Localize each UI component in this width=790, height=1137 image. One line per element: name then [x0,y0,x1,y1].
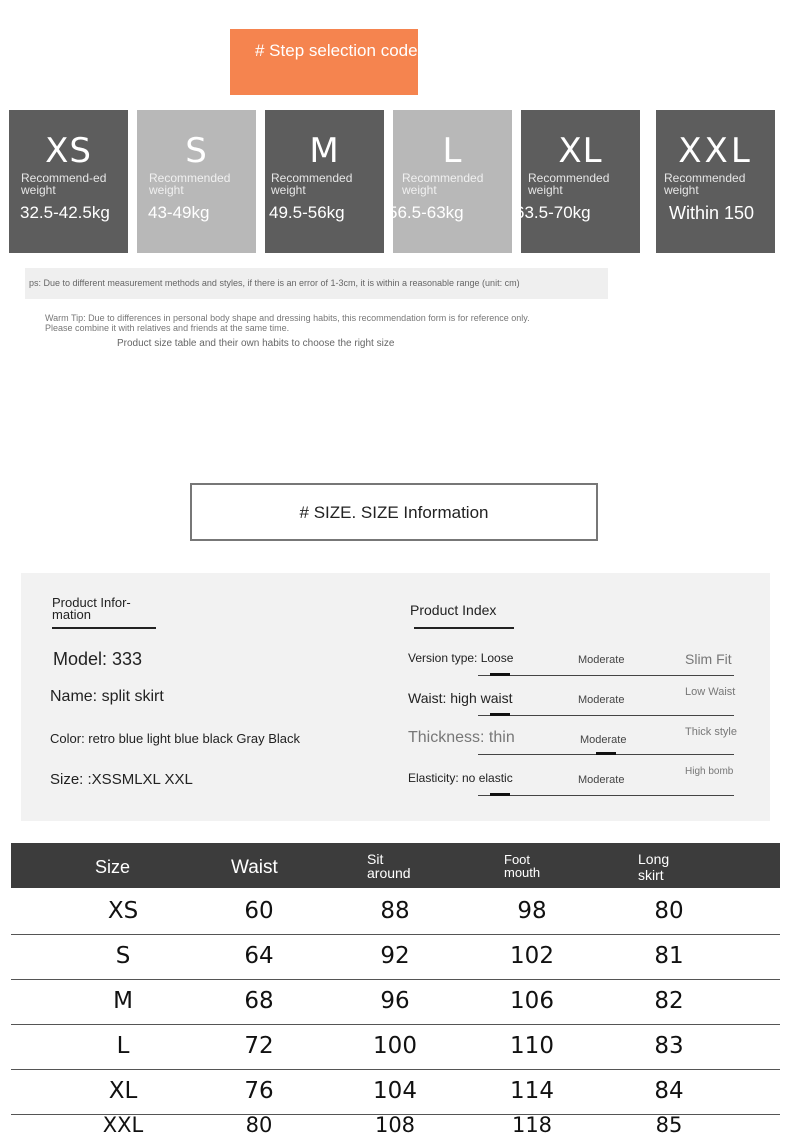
cell-sit-around: 104 [373,1078,417,1104]
table-row [11,934,780,980]
cell-waist: 68 [244,988,274,1014]
cell-sit-around: 92 [380,943,410,969]
size-card-xs [9,110,128,253]
index-scale-line [478,715,734,716]
size-label: XL [558,131,603,171]
cell-sit-around: 100 [373,1033,417,1059]
table-row [11,1114,780,1137]
table-row [11,1024,780,1070]
index-marker [490,793,510,796]
index-right-label: Slim Fit [685,651,732,667]
cell-size: XL [108,1078,138,1104]
index-mid-label: Moderate [578,654,625,666]
cell-sit-around: 96 [380,988,410,1014]
table-row [11,889,780,935]
weight-range: 43-49kg [148,203,210,222]
cell-long-skirt: 81 [654,943,684,969]
cell-waist: 72 [244,1033,274,1059]
weight-range: 63.5-70kg [515,203,591,222]
table-row [11,1069,780,1115]
size-text: Size: :XSSMLXL XXL [50,771,193,788]
header-foot-mouth: Foot mouth [504,852,541,880]
cell-long-skirt: 84 [654,1078,684,1104]
size-card-xxl [656,110,775,253]
size-card-l [388,110,512,253]
cell-foot-mouth: 118 [511,1114,553,1137]
recommended-weight-label: Recommended weight [149,171,231,197]
cell-waist: 60 [244,898,274,924]
size-card-xl [515,110,640,253]
step-selection-tag: # Step selection code [230,29,418,95]
index-mid-label: Moderate [578,694,625,706]
index-row-version [406,650,736,680]
size-label: M [309,131,340,171]
header-long-skirt: Long skirt [638,851,670,883]
cell-foot-mouth: 114 [510,1078,554,1104]
model-text: Model: 333 [53,649,143,669]
warm-tip-line: Warm Tip: Due to differences in personal body shape and dressing habits, this recommendation form is for reference only. [45,313,530,323]
warm-tip-line: Product size table and their own habits to choose the right size [117,338,395,349]
recommended-weight-label: Recommended weight [402,171,484,197]
index-left-label: Elasticity: no elastic [408,771,513,785]
index-left-label: Version type: Loose [408,651,514,665]
weight-range: Within 150 [669,203,755,223]
header-waist: Waist [231,857,278,878]
warm-tip-line: Please combine it with relatives and friends at the same time. [45,323,290,333]
weight-range: 49.5-56kg [269,203,345,222]
size-label: XXL [678,131,753,171]
warm-tip [45,313,625,333]
cell-long-skirt: 82 [654,988,684,1014]
index-left-label: Thickness: thin [408,729,515,746]
cell-size: XS [107,898,139,924]
header-sit-around: Sit around [367,851,411,881]
size-label: L [442,131,463,171]
divider [414,627,514,629]
size-label: XS [45,131,92,171]
cell-foot-mouth: 98 [517,898,547,924]
size-information-heading: # SIZE. SIZE Information [190,483,598,541]
product-information-title: Product Infor-mation [52,595,131,622]
index-row-waist [406,686,736,720]
cell-size: L [116,1033,130,1059]
cell-long-skirt: 85 [655,1114,683,1137]
weight-range: 32.5-42.5kg [20,203,110,222]
recommended-weight-label: Recommend-ed weight [21,171,107,197]
index-scale-line [478,795,734,796]
cell-foot-mouth: 106 [510,988,554,1014]
cell-size: S [115,943,131,969]
size-card-m [265,110,384,253]
cell-foot-mouth: 110 [510,1033,554,1059]
recommended-weight-label: Recommended weight [664,171,746,197]
index-right-label: Thick style [685,726,737,738]
index-marker [490,673,510,676]
recommended-weight-label: Recommended weight [271,171,353,197]
index-right-label: Low Waist [685,686,736,698]
cell-foot-mouth: 102 [510,943,554,969]
index-scale-line [478,675,734,676]
index-right-label: High bomb [685,766,734,777]
size-label: S [185,131,208,171]
weight-range: 56.5-63kg [388,203,464,222]
size-table-header [11,843,780,888]
header-size: Size [95,857,131,877]
cell-waist: 80 [245,1114,273,1137]
cell-sit-around: 108 [374,1114,416,1137]
index-mid-label: Moderate [578,774,625,786]
cell-size: M [113,988,133,1014]
cell-long-skirt: 80 [654,898,684,924]
cell-sit-around: 88 [380,898,410,924]
measurement-note: ps: Due to different measurement methods and styles, if there is an error of 1-3cm, it is within a reasonable range (unit: cm) [25,268,608,299]
product-index-title: Product Index [410,602,497,618]
cell-size: XXL [102,1114,144,1137]
index-row-thickness [406,726,737,759]
cell-waist: 64 [244,943,274,969]
cell-waist: 76 [244,1078,274,1104]
name-text: Name: split skirt [50,688,164,705]
cell-long-skirt: 83 [654,1033,684,1059]
index-mid-label: Moderate [580,734,627,746]
color-text: Color: retro blue light blue black Gray Black [50,731,301,746]
index-row-elasticity [406,766,736,800]
size-card-s [137,110,256,253]
index-left-label: Waist: high waist [408,690,513,706]
divider [52,627,156,629]
index-marker [490,713,510,716]
recommended-weight-label: Recommended weight [528,171,610,197]
index-marker [596,752,616,755]
table-row [11,979,780,1025]
